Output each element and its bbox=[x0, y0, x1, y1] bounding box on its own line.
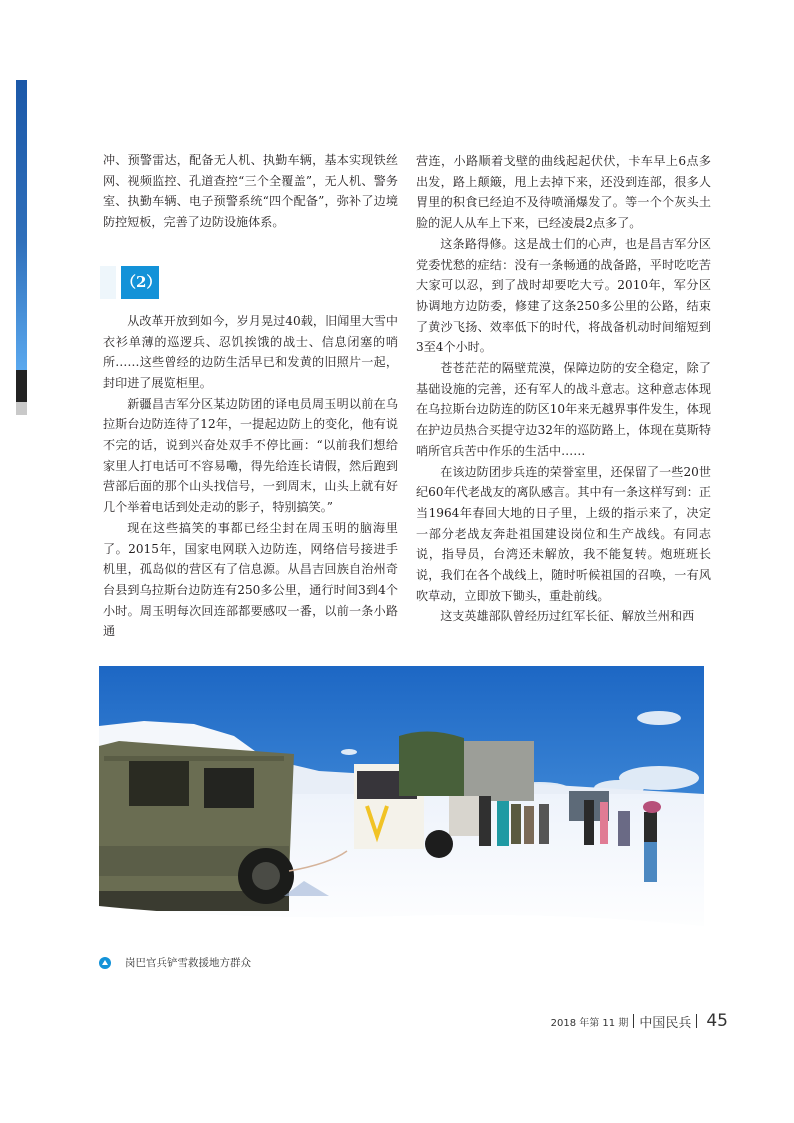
article-photo bbox=[99, 666, 704, 941]
left-column bbox=[103, 150, 398, 642]
continuation-paragraph: 营连，小路顺着戈壁的曲线起起伏伏，卡车早上6点多出发，路上颠簸，甩上去掉下来，还没到连部，很多人胃里的积食已经迫不及待喷涌爆发了。等一个个灰头土脸的泥人从车上下来，已经凌晨2点多了。 bbox=[416, 154, 711, 231]
body-paragraph: 苍苍茫茫的隔壁荒漠，保障边防的安全稳定，除了基础设施的完善，还有军人的战斗意志。这种意志体现在乌拉斯台边防连的防区10年来无越界事件发生，体现在护边员热合买提守边32年的巡防路上，体现在莫斯特哨所官兵苦中作乐的生活中…… bbox=[416, 361, 711, 458]
issue-label: 2018 年第 11 期 bbox=[550, 1017, 629, 1029]
caption-text: 岗巴官兵铲雪救援地方群众 bbox=[125, 957, 251, 969]
strip-blue-segment bbox=[16, 80, 27, 370]
section-heading bbox=[103, 266, 398, 299]
footer-divider bbox=[696, 1014, 697, 1028]
strip-black-segment bbox=[16, 370, 27, 402]
footer-divider bbox=[633, 1014, 634, 1028]
right-column bbox=[416, 151, 711, 627]
section-number-badge: （2） bbox=[121, 266, 159, 299]
body-paragraph: 从改革开放到如今，岁月晃过40载，旧闻里大雪中衣衫单薄的巡逻兵、忍饥挨饿的战士、信息闭塞的哨所……这些曾经的边防生活早已和发黄的旧照片一起，封印进了展览柜里。 bbox=[103, 313, 398, 390]
body-paragraph: 新疆昌吉军分区某边防团的译电员周玉明以前在乌拉斯台边防连待了12年，一提起边防上的变化，他有说不完的话，说到兴奋处双手不停比画：“以前我们想给家里人打电话可不容易嘞，得先给连长请假，然后跑到营部后面的那个山头找信号，一到周末，山头上就有好几个举着电话到处走动的影子，特别搞笑。” bbox=[103, 396, 398, 515]
body-paragraph: 现在这些搞笑的事都已经尘封在周玉明的脑海里了。2015年，国家电网联入边防连，网络信号接进手机里，孤岛似的营区有了信息源。从昌吉回族自治州奇台县到乌拉斯台边防连有250多公里，通行时间3到4个小时。周玉明每次回连部都要感叹一番，以前一条小路通 bbox=[103, 520, 398, 639]
body-paragraph: 在该边防团步兵连的荣誉室里，还保留了一些20世纪60年代老战友的离队感言。其中有一条这样写到：正当1964年春回大地的日子里，上级的指示来了，决定一部分老战友奔赴祖国建设岗位和生产战线。有同志说，指导员，台湾还未解放，我不能复转。炮班班长说，我们在各个战线上，随时听候祖国的召唤，一有风吹草动，立即放下锄头，重赴前线。 bbox=[416, 464, 711, 603]
intro-paragraph: 冲、预警雷达，配备无人机、执勤车辆，基本实现铁丝网、视频监控、孔道查控“三个全覆盖”，无人机、警务室、执勤车辆、电子预警系统“四个配备”，弥补了边境防控短板，完善了边防设施体系。 bbox=[103, 153, 398, 230]
page-footer bbox=[551, 1011, 728, 1031]
snow-rescue-photo bbox=[99, 666, 704, 941]
body-paragraph: 这支英雄部队曾经历过红军长征、解放兰州和西 bbox=[440, 609, 695, 624]
page-edge-color-strip bbox=[16, 80, 27, 415]
body-paragraph: 这条路得修。这是战士们的心声，也是昌吉军分区党委忧愁的症结：没有一条畅通的战备路，平时吃吃苦大家可以忍，到了战时却要吃大亏。2010年，军分区协调地方边防委，修建了这条250多公里的公路，结束了黄沙飞扬、效率低下的时代，将战备机动时间缩短到3至4个小时。 bbox=[416, 236, 711, 355]
triangle-up-circle-icon bbox=[99, 957, 111, 969]
page-number: 45 bbox=[706, 1011, 728, 1031]
strip-grey-segment bbox=[16, 402, 27, 415]
photo-caption bbox=[99, 955, 251, 970]
section-marker-pale-block bbox=[100, 266, 116, 299]
magazine-title: 中国民兵 bbox=[639, 1015, 692, 1031]
